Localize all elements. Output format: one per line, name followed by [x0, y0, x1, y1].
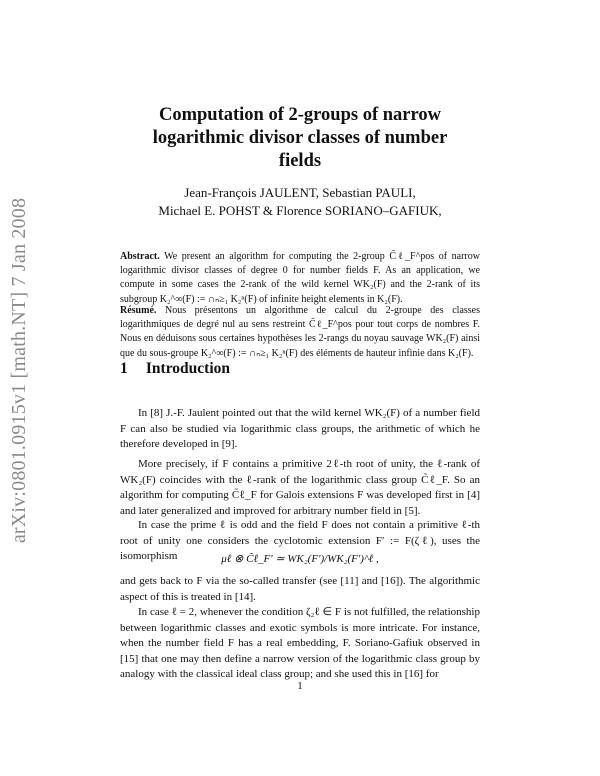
- resume-label: Résumé.: [120, 305, 157, 316]
- abstract-text: We present an algorithm for computing the 2-group C̃ℓ_F^pos of narrow logarithmic divisor classes of degree 0 for number fields F. As an application, we compute in some cases the 2-rank of the wild kernel WK₂(F) and the 2-rank of its subgroup K₂^∞(F) := ∩ₙ≥₁ K₂ⁿ(F) of infinite height elements in K₂(F).: [120, 251, 480, 305]
- section-number: 1: [120, 360, 128, 377]
- paragraph: In case the prime ℓ is odd and the field F does not contain a primitive ℓ-th root of unity one considers the cyclotomic extension F′ := F(ζℓ), uses the isomorphism: [120, 519, 480, 563]
- paragraph: In case ℓ = 2, whenever the condition ζ₂ℓ ∈ F is not fulfilled, the relationship between logarithmic classes and exotic symbols is more intricate. For instance, when the number field F has a real embedding, F. Soriano-Gafiuk observed in [15] that one may then define a narrow version of the logarithmic class group by analogy with the classical ideal class group; and she used this in [16] for: [120, 606, 480, 681]
- author-line: Michael E. POHST & Florence SORIANO–GAFIUK,: [158, 203, 442, 218]
- display-equation: μℓ ⊗ C̃ℓ_F′ ≃ WK₂(F′)/WK₂(F′)^ℓ ,: [221, 553, 379, 565]
- abstract-label: Abstract.: [120, 251, 160, 262]
- arxiv-margin-stamp: [4, 190, 36, 550]
- resume-text: Nous présentons un algorithme de calcul du 2-groupe des classes logarithmiques de degré nul au sens restreint C̃ℓ_F^pos pour tout corps de nombres F. Nous en déduisons sous certaines hypothèses les 2-rangs du noyau sauvage WK₂(F) ainsi que du sous-groupe K₂^∞(F) := ∩ₙ≥₁ K₂ⁿ(F) des éléments de hauteur infinie dans K₂(F).: [120, 305, 480, 359]
- author-list: [120, 184, 480, 220]
- author-line: Jean-François JAULENT, Sebastian PAULI,: [184, 185, 416, 200]
- paragraph: In [8] J.-F. Jaulent pointed out that the wild kernel WK₂(F) of a number field F can also be studied via logarithmic class groups, the arithmetic of which he therefore developed in [9].: [120, 407, 480, 451]
- arxiv-stamp-text: arXiv:0801.0915v1 [math.NT] 7 Jan 2008: [8, 197, 31, 543]
- title-line: Computation of 2-groups of narrow: [159, 105, 441, 125]
- section-heading: [120, 360, 230, 378]
- page-number: 1: [297, 680, 303, 692]
- abstract-block: [120, 250, 480, 307]
- paragraph: More precisely, if F contains a primitive 2ℓ-th root of unity, the ℓ-rank of WK₂(F) coincides with the ℓ-rank of the logarithmic class group C̃ℓ_F. So an algorithm for computing C̃ℓ_F for Galois extensions F was developed first in [4] and later generalized and improved for arbitrary number field in [5].: [120, 458, 480, 517]
- section-title: Introduction: [145, 360, 230, 377]
- title-line: fields: [278, 151, 322, 171]
- paper-title: [120, 104, 480, 173]
- resume-block: [120, 304, 480, 361]
- paragraph: and gets back to F via the so-called transfer (see [11] and [16]). The algorithmic aspect of this is treated in [14].: [120, 575, 480, 603]
- title-line: logarithmic divisor classes of number: [152, 128, 448, 148]
